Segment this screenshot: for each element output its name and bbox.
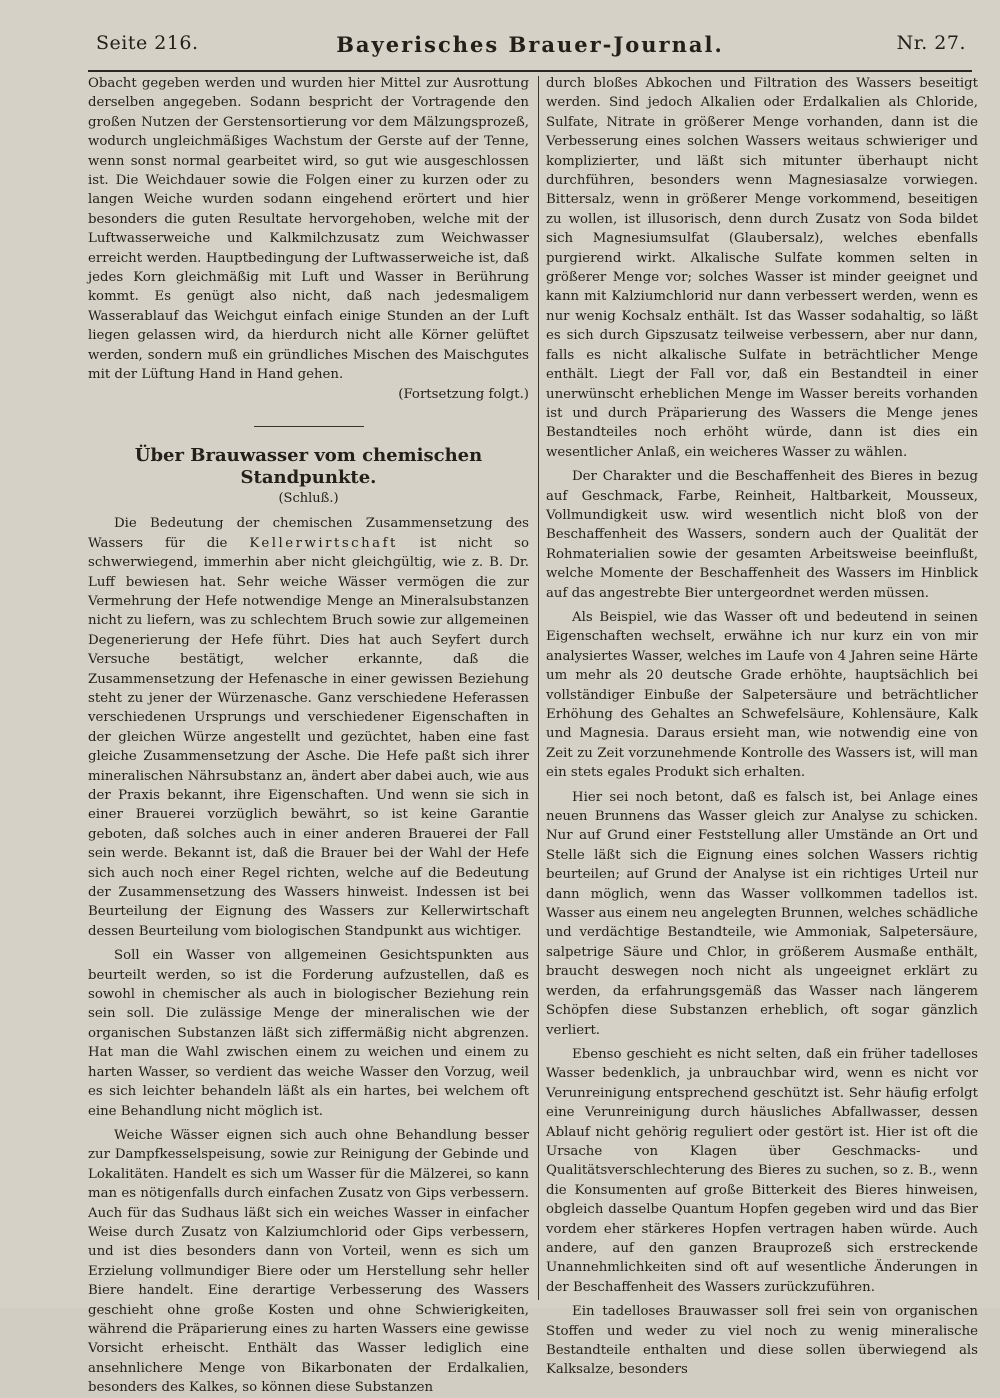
article-subtitle: (Schluß.): [278, 490, 339, 506]
right-paragraph-3: Als Beispiel, wie das Wasser oft und bedeutend in seinen Eigenschaften wechselt, erwähne ich nur kurz ein von mir analysiertes Wasser, welches im Laufe von 4 Jahren seine Härte um mehr als 20 deutsche Grade erhöhte, hauptsächlich bei vollständiger Einbuße der Salpetersäure und beträchtlicher Erhöhung des Gehaltes an Schwefelsäure, Kohlensäure, Kalk und Magnesia. Daraus ersieht man, wie notwendig eine von Zeit zu Zeit vorzunehmende Kontrolle des Wassers ist, will man ein stets egales Produkt sich erhalten.: [546, 609, 978, 781]
p1-text-a: Die Bedeutung der chemischen Zusammensetzung des Wassers für die: [88, 516, 529, 551]
right-paragraph-5: Ebenso geschieht es nicht selten, daß ein früher tadelloses Wasser bedenklich, ja unbrauchbar wird, wenn es nicht vor Verunreinigung entsprechend geschützt ist. Sehr häufig erfolgt eine Verunreinigung durch häusliches Abfallwasser, dessen Ablauf nicht gehörig reguliert oder gestört ist. Hier ist oft die Ursache von Klagen über Geschmacks- und Qualitätsverschlechterung des Bieres zu suchen, so z. B., wenn die Konsumenten auf große Bitterkeit des Bieres hinweisen, obgleich dasselbe Quantum Hopfen gegeben wird und das Bier vordem eher stärkeres Hopfen vertragen haben würde. Auch andere, auf den ganzen Brauprozeß sich erstreckende Unannehmlichkeiten sind oft auf wesentliche Änderungen in der Beschaffenheit des Wassers zurückzuführen.: [546, 1046, 978, 1295]
continued-note: (Fortsetzung folgt.): [398, 386, 529, 402]
left-column: [88, 74, 529, 1398]
article-title: Über Brauwasser vom chemischen Standpunkte.: [134, 444, 483, 488]
right-paragraph-6: Ein tadelloses Brauwasser soll frei sein von organischen Stoffen und weder zu viel noch zu wenig mineralische Bestandteile enthalten und diese sollen überwiegend als Kalksalze, besonders: [546, 1304, 978, 1378]
page-header: [88, 30, 972, 72]
page-number: Seite 216.: [96, 32, 199, 54]
right-column: [546, 74, 978, 1380]
p1-text-b: ist nicht so schwerwiegend, immerhin aber nicht gleichgültig, wie z. B. Dr. Luff bewiesen hat. Sehr weiche Wässer vermögen die zur Vermehrung der Hefe notwendige Menge an Mineralsubstanzen nicht zu liefern, was zu schlechtem Bruch sowie zur allgemeinen Degenerierung der Hefe führt. Dies hat auch Seyfert durch Versuche bestätigt, welcher erkannte, daß die Zusammensetzung der Hefenasche in einer gewissen Beziehung steht zu jener der Würzenasche. Ganz verschiedene Heferassen verschiedenen Ursprungs und verschiedener Eigenschaften in der gleichen Würze angestellt und gezüchtet, haben eine fast gleiche Zusammensetzung der Asche. Die Hefe paßt sich ihrer mineralischen Nährsubstanz an, ändert aber dabei auch, wie aus der Praxis bekannt, ihre Eigenschaften. Und wenn sie sich in einer Brauerei vorzüglich bewährt, so ist keine Garantie geboten, daß solches auch in einer anderen Brauerei der Fall sein werde. Bekannt ist, daß die Brauer bei der Wahl der Hefe sich auch noch einer Regel richten, welche auf die Bedeutung der Zusammensetzung des Wassers hinweist. Indessen ist bei Beurteilung der Eignung des Wassers zur Kellerwirtschaft dessen Beurteilung vom biologischen Standpunkt aus wichtiger.: [88, 535, 529, 939]
column-rule: [538, 76, 539, 1300]
issue-number: Nr. 27.: [896, 32, 966, 54]
intro-paragraph: Obacht gegeben werden und wurden hier Mittel zur Ausrottung derselben angegeben. Sodann bespricht der Vortragende den großen Nutzen der Gerstensortierung vor dem Mälzungsprozeß, wodurch ungleichmäßiges Wachstum der Gerste auf der Tenne, wenn sonst normal gearbeitet wird, so gut wie ausgeschlossen ist. Die Weichdauer sowie die Folgen einer zu kurzen oder zu langen Weiche wurden sodann eingehend erörtert und hier besonders die guten Resultate hervorgehoben, welche mit der Luftwasserweiche und Kalkmilchzusatz zum Weichwasser erreicht werden. Hauptbedingung der Luftwasserweiche ist, daß jedes Korn gleichmäßig mit Luft und Wasser in Berührung kommt. Es genügt also nicht, daß nach jedesmaligem Wasserablauf das Weichgut einfach einige Stunden an der Luft liegen gelassen wird, da hierdurch nicht alle Körner gelüftet werden, sondern muß ein gründliches Mischen des Maischgutes mit der Lüftung Hand in Hand gehen.: [88, 76, 529, 383]
right-paragraph-1: durch bloßes Abkochen und Filtration des Wassers beseitigt werden. Sind jedoch Alkalien oder Erdalkalien als Chloride, Sulfate, Nitrate in größerer Menge vorhanden, dann ist die Verbesserung eines solchen Wassers weitaus schwieriger und komplizierter, und läßt sich mitunter überhaupt nicht durchführen, besonders wenn Magnesiasalze vorwiegen. Bittersalz, wenn in größerer Menge vorkommend, beseitigen zu wollen, ist illusorisch, denn durch Zusatz von Soda bildet sich Magnesiumsulfat (Glaubersalz), welches ebenfalls purgierend wirkt. Alkalische Sulfate kommen selten in größerer Menge vor; solches Wasser ist minder geeignet und kann mit Kalziumchlorid nur dann verbessert werden, wenn es nur wenig Kochsalz enthält. Ist das Wasser sodahaltig, so läßt es sich durch Gipszusatz teilweise verbessern, aber nur dann, falls es nicht alkalische Sulfate in beträchtlicher Menge enthält. Liegt der Fall vor, daß ein Bestandteil in einer unerwünscht erheblichen Menge im Wasser bereits vorhanden ist und durch Präparierung des Wassers die Menge jenes Bestandteiles noch erhöht würde, dann ist dies ein wesentlicher Anlaß, ein weicheres Wasser zu wählen.: [546, 76, 978, 460]
journal-title: Bayerisches Brauer-Journal.: [336, 32, 724, 57]
p1-spaced-term: Kellerwirtschaft: [249, 535, 398, 551]
section-divider: [254, 426, 364, 427]
article-paragraph-1: [88, 514, 529, 941]
right-paragraph-4: Hier sei noch betont, daß es falsch ist, bei Anlage eines neuen Brunnens das Wasser gleich zur Analyse zu schicken. Nur auf Grund einer Feststellung aller Umstände an Ort und Stelle läßt sich die Eignung eines solchen Wassers richtig beurteilen; auf Grund der Analyse ist ein richtiges Urteil nur dann möglich, wenn das Wasser vollkommen tadellos ist. Wasser aus einem neu angelegten Brunnen, welches schädliche und verdächtige Bestandteile, wie Ammoniak, Salpetersäure, salpetrige Säure und Chlor, in größerem Ausmaße enthält, braucht deswegen noch nicht als ungeeignet erklärt zu werden, da erfahrungsgemäß das Wasser nach längerem Schöpfen diese Substanzen erheblich, oft sogar gänzlich verliert.: [546, 789, 978, 1038]
article-paragraph-3: Weiche Wässer eignen sich auch ohne Behandlung besser zur Dampfkesselspeisung, sowie zur Reinigung der Gebinde und Lokalitäten. Handelt es sich um Wasser für die Mälzerei, so kann man es nötigenfalls durch einfachen Zusatz von Gips verbessern. Auch für das Sudhaus läßt sich ein weiches Wasser in einfacher Weise durch Zusatz von Kalziumchlorid oder Gips verbessern, und ist dies besonders dann von Vorteil, wenn es sich um Erzielung vollmundiger Biere oder um Herstellung sehr heller Biere handelt. Eine derartige Verbesserung des Wassers geschieht ohne große Kosten und ohne Schwierigkeiten, während die Präparierung eines zu harten Wassers eine gewisse Vorsicht erheischt. Enthält das Wasser lediglich eine ansehnlichere Menge von Bikarbonaten der Erdalkalien, besonders des Kalkes, so können diese Substanzen: [88, 1127, 529, 1396]
right-paragraph-2: Der Charakter und die Beschaffenheit des Bieres in bezug auf Geschmack, Farbe, Reinheit, Haltbarkeit, Mousseux, Vollmundigkeit usw. wird wesentlich nicht bloß von der Beschaffenheit des Wassers, sondern auch der Qualität der Rohmaterialien sowie der gesamten Arbeitsweise beeinflußt, welche Momente der Beschaffenheit des Wassers im Hinblick auf das angestrebte Bier untergeordnet werden müssen.: [546, 469, 978, 601]
article-paragraph-2: Soll ein Wasser von allgemeinen Gesichtspunkten aus beurteilt werden, so ist die Forderung aufzustellen, daß es sowohl in chemischer als auch in biologischer Beziehung rein sein soll. Die zulässige Menge der mineralischen wie der organischen Substanzen läßt sich ziffermäßig nicht abgrenzen. Hat man die Wahl zwischen einem zu weichen und einem zu harten Wasser, so verdient das weiche Wasser den Vorzug, weil es sich leichter behandeln läßt als ein hartes, bei welchem oft eine Behandlung nicht möglich ist.: [88, 948, 529, 1119]
